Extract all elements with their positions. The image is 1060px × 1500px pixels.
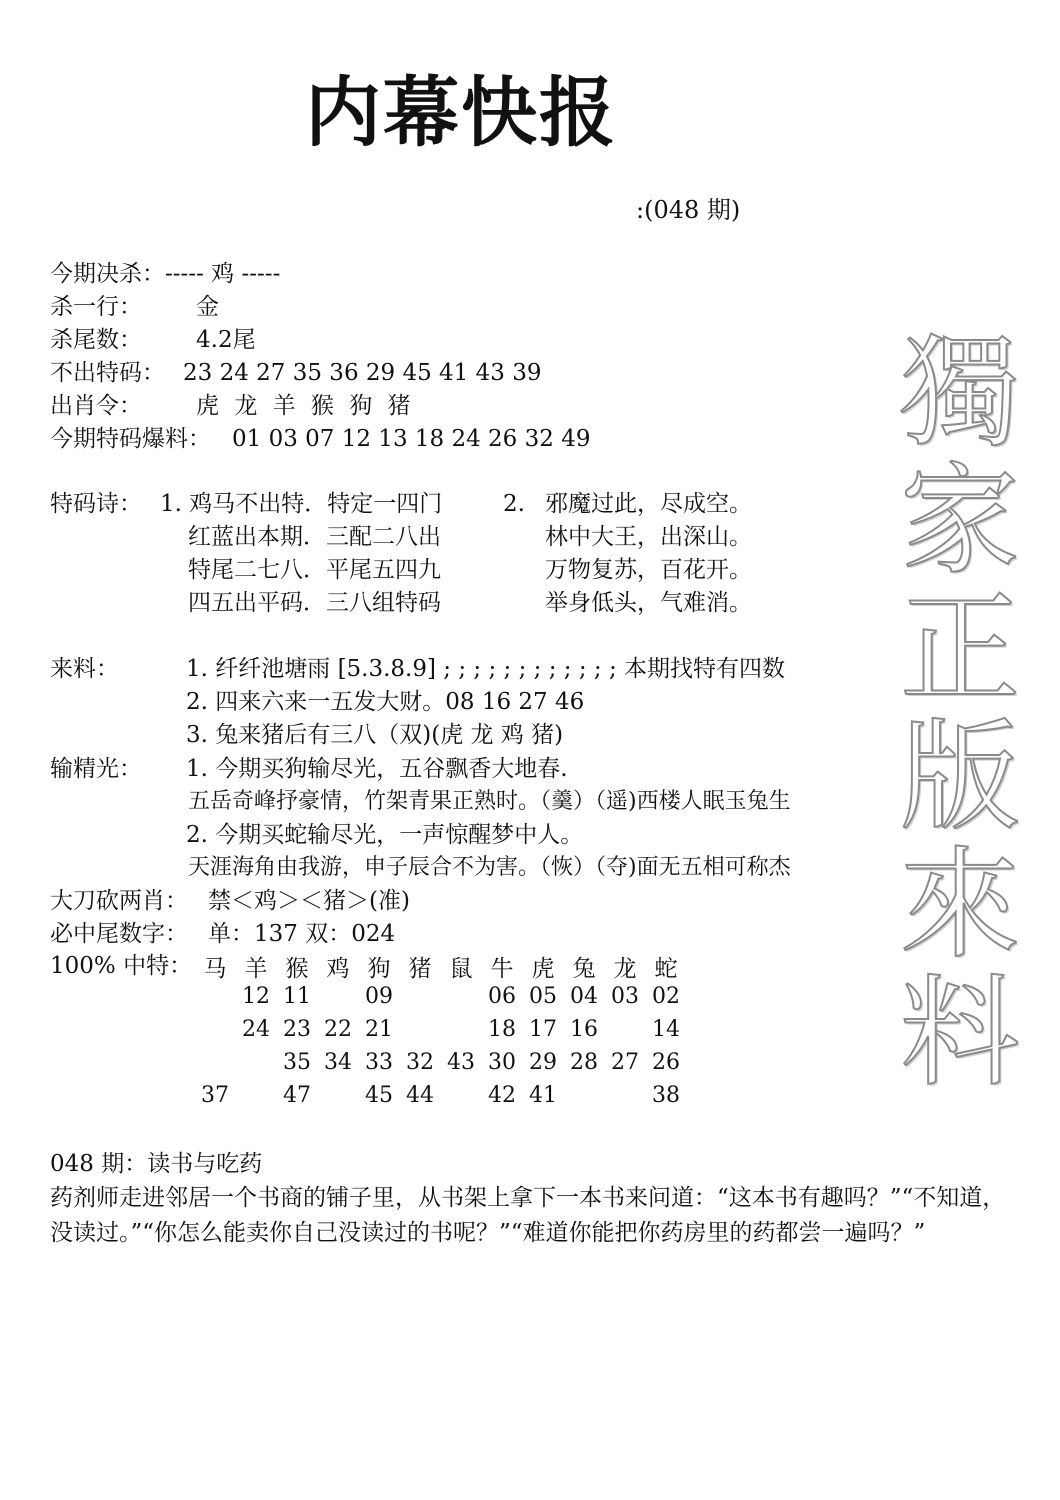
grid-number-cell: 16 <box>570 1017 598 1042</box>
story-body: 药剂师走进邻居一个书商的铺子里，从书架上拿下一本书来问道：“这本书有趣吗？”“不知道，没读过。”“你怎么能卖你自己没读过的书呢？”“难道你能把你药房里的药都尝一遍吗？” <box>50 1185 1006 1246</box>
grid-number-cell: 22 <box>324 1017 352 1042</box>
lose-line-3: 2. 今期买蛇输尽光，一声惊醒梦中人。 <box>186 822 584 848</box>
burst-label: 今期特码爆料： <box>50 426 211 452</box>
source-label: 来料： <box>50 656 119 682</box>
kill-line <box>50 258 280 290</box>
grid-number-cell: 27 <box>611 1050 639 1075</box>
grid-header-cell: 羊 <box>244 956 268 982</box>
zodiac-value: 虎 龙 羊 猴 狗 猪 <box>196 393 415 419</box>
poem-line-2: 红蓝出本期．三配二八出 <box>188 524 441 550</box>
grid-header-cell: 鼠 <box>449 956 473 982</box>
watermark-char: 獨 <box>900 324 1020 463</box>
grid-number-cell: 21 <box>365 1017 393 1042</box>
grid-label: 100% 中特： <box>50 953 193 979</box>
grid-number-cell: 02 <box>652 984 680 1009</box>
grid-number-cell: 03 <box>611 984 639 1009</box>
grid-header-cell: 马 <box>203 956 227 982</box>
poem2-line-2: 林中大王，出深山。 <box>545 524 752 550</box>
no-special-label: 不出特码： <box>50 360 165 386</box>
grid-number-cell: 44 <box>406 1083 434 1108</box>
kill-tail-label: 杀尾数： <box>50 327 142 353</box>
watermark-char: 來 <box>900 836 1020 975</box>
tail-value: 单：137 双：024 <box>208 921 396 947</box>
lose-line-2: 五岳奇峰抒豪情，竹架青果正熟时。（羹）（遥)西楼人眠玉兔生 <box>188 789 791 814</box>
kill-element-value: 金 <box>196 294 219 320</box>
no-special-value: 23 24 27 35 36 29 45 41 43 39 <box>183 360 542 386</box>
burst-value: 01 03 07 12 13 18 24 26 32 49 <box>232 426 591 452</box>
grid-header-cell: 蛇 <box>654 956 678 982</box>
grid-number-cell: 37 <box>201 1083 229 1108</box>
page-title: 内幕快报 <box>305 68 617 157</box>
poem2-line-4: 举身低头，气难消。 <box>545 590 752 616</box>
lose-line-1: 1. 今期买狗输尽光，五谷飘香大地春. <box>186 756 568 782</box>
watermark-char: 正 <box>900 580 1020 719</box>
grid-number-cell: 26 <box>652 1050 680 1075</box>
poem-line-3: 特尾二七八．平尾五四九 <box>188 557 441 583</box>
grid-number-cell: 35 <box>283 1050 311 1075</box>
grid-number-cell: 47 <box>283 1083 311 1108</box>
watermark-char: 版 <box>900 708 1020 847</box>
grid-number-cell: 32 <box>406 1050 434 1075</box>
grid-header-cell: 猪 <box>408 956 432 982</box>
grid-number-cell: 14 <box>652 1017 680 1042</box>
grid-number-cell: 04 <box>570 984 598 1009</box>
watermark-char: 家 <box>900 452 1020 591</box>
grid-number-cell: 43 <box>447 1050 475 1075</box>
grid-number-cell: 23 <box>283 1017 311 1042</box>
grid-number-cell: 30 <box>488 1050 516 1075</box>
grid-number-cell: 06 <box>488 984 516 1009</box>
poem2-line-3: 万物复苏，百花开。 <box>545 557 752 583</box>
grid-number-cell: 41 <box>529 1083 557 1108</box>
grid-number-cell: 09 <box>365 984 393 1009</box>
story-title: 048 期：读书与吃药 <box>50 1151 263 1177</box>
watermark-char: 料 <box>900 964 1020 1103</box>
poem-label: 特码诗： <box>50 491 142 517</box>
zodiac-label: 出肖令： <box>50 393 142 419</box>
cut-label: 大刀砍两肖： <box>50 888 188 914</box>
grid-number-cell: 42 <box>488 1083 516 1108</box>
grid-header-cell: 鸡 <box>326 956 350 982</box>
issue-number: :(048 期) <box>636 196 741 224</box>
grid-header-cell: 兔 <box>572 956 596 982</box>
cut-value: 禁＜鸡＞＜猪＞(准) <box>208 888 410 914</box>
grid-number-cell: 11 <box>283 984 311 1009</box>
grid-header-cell: 虎 <box>531 956 555 982</box>
grid-header-cell: 猴 <box>285 956 309 982</box>
kill-value: ----- 鸡 ----- <box>165 261 281 287</box>
grid-header-cell: 牛 <box>490 956 514 982</box>
source-item-1: 1. 纤纤池塘雨 [5.3.8.9] ; ; ; ; ; ; ; ; ; ; ; ; 本期找特有四数 <box>186 656 786 682</box>
poem-line-1: 1. 鸡马不出特．特定一四门 <box>160 491 443 517</box>
tail-label: 必中尾数字： <box>50 921 188 947</box>
grid-number-cell: 18 <box>488 1017 516 1042</box>
grid-number-cell: 45 <box>365 1083 393 1108</box>
kill-tail-value: 4.2尾 <box>196 327 256 353</box>
lose-line-4: 天涯海角由我游，申子辰合不为害。（恢）（夺)面无五相可称杰 <box>188 855 791 880</box>
watermark <box>880 324 1040 1103</box>
poem-line-4: 四五出平码．三八组特码 <box>188 590 441 616</box>
grid-number-cell: 05 <box>529 984 557 1009</box>
grid-number-cell: 12 <box>242 984 270 1009</box>
kill-label: 今期决杀： <box>50 261 165 287</box>
poem2-line-1: 邪魔过此，尽成空。 <box>545 491 752 517</box>
grid-number-cell: 29 <box>529 1050 557 1075</box>
grid-number-cell: 24 <box>242 1017 270 1042</box>
grid-number-cell: 38 <box>652 1083 680 1108</box>
source-item-3: 3. 兔来猪后有三八（双)(虎 龙 鸡 猪) <box>186 722 564 748</box>
grid-number-cell: 34 <box>324 1050 352 1075</box>
grid-header-cell: 狗 <box>367 956 391 982</box>
grid-number-cell: 17 <box>529 1017 557 1042</box>
lose-label: 输精光： <box>50 756 142 782</box>
grid-header-cell: 龙 <box>613 956 637 982</box>
poem-number-2: 2. <box>503 491 525 517</box>
grid-number-cell: 28 <box>570 1050 598 1075</box>
kill-element-label: 杀一行： <box>50 294 142 320</box>
source-item-2: 2. 四来六来一五发大财。08 16 27 46 <box>186 689 585 715</box>
grid-number-cell: 33 <box>365 1050 393 1075</box>
